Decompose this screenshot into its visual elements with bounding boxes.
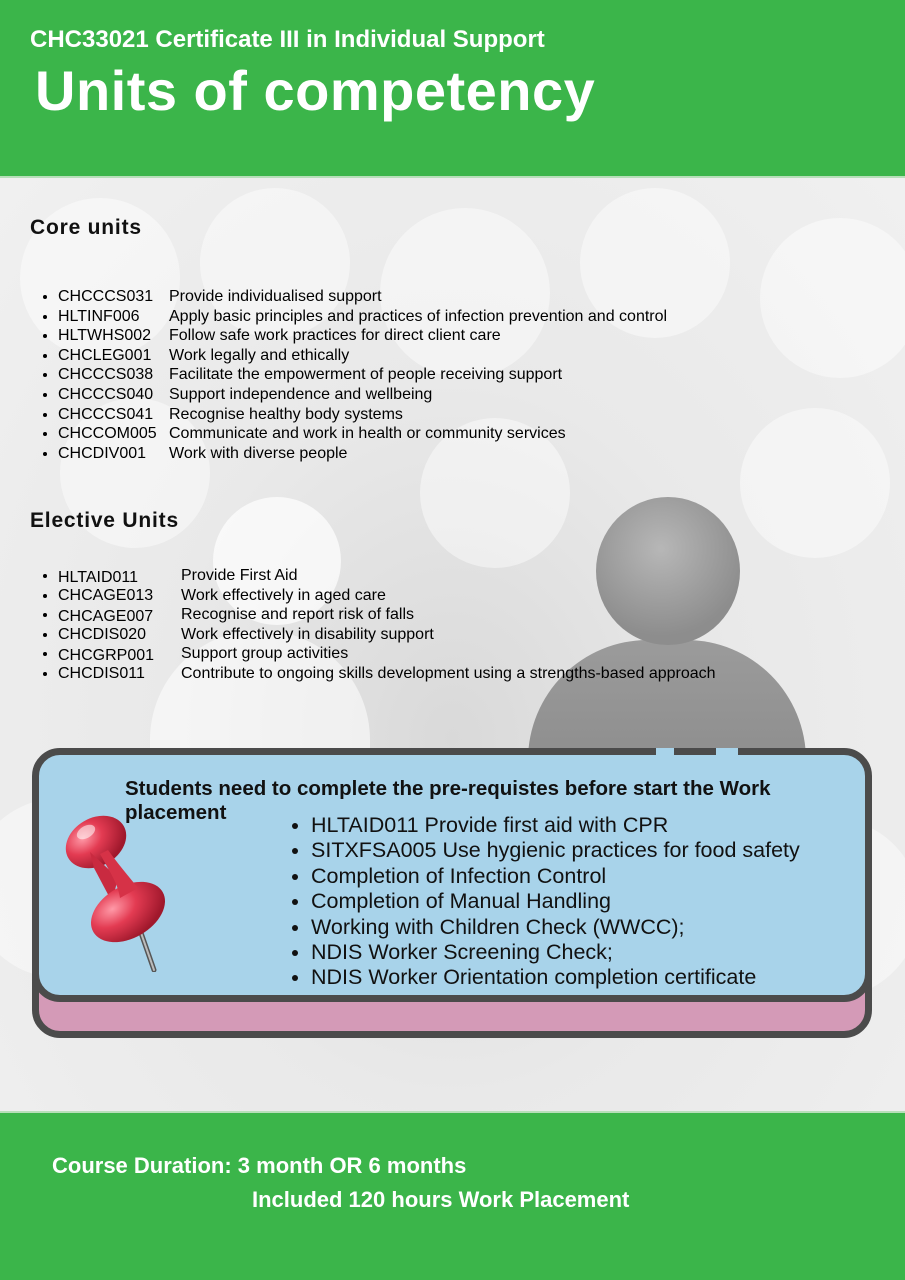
work-placement-hours: Included 120 hours Work Placement xyxy=(252,1187,630,1212)
list-item: • NDIS Worker Screening Check; xyxy=(311,940,800,965)
course-duration: Course Duration: 3 month OR 6 months xyxy=(52,1153,467,1178)
list-item: • CHCCCS031 Provide individualised support xyxy=(58,287,667,307)
course-subtitle: CHC33021 Certificate III in Individual Support xyxy=(30,26,545,53)
core-units-list xyxy=(30,287,667,463)
list-item: • CHCCOM005 Communicate and work in health or community services xyxy=(58,424,667,444)
elective-units-list xyxy=(30,566,716,684)
list-item: • CHCAGE013 Work effectively in aged care xyxy=(58,586,716,606)
core-units-heading: Core units xyxy=(30,216,142,239)
list-item: • HLTINF006 Apply basic principles and practices of infection prevention and control xyxy=(58,307,667,327)
pushpin-icon xyxy=(60,812,180,972)
list-item: • CHCCCS041 Recognise healthy body systems xyxy=(58,405,667,425)
list-item: • CHCDIV001 Work with diverse people xyxy=(58,444,667,464)
list-item: • HLTAID011 Provide First Aid xyxy=(58,566,716,586)
page-title: Units of competency xyxy=(35,59,596,122)
header-banner xyxy=(0,0,905,176)
card-border-gap xyxy=(716,748,738,756)
list-item: • HLTWHS002 Follow safe work practices for direct client care xyxy=(58,326,667,346)
list-item: • NDIS Worker Orientation completion certificate xyxy=(311,965,800,990)
list-item: • Completion of Infection Control xyxy=(311,864,800,889)
list-item: • CHCCCS038 Facilitate the empowerment of people receiving support xyxy=(58,365,667,385)
prerequisites-heading: Students need to complete the pre-requistes before start the Work placement xyxy=(125,777,771,824)
list-item: • CHCCCS040 Support independence and wellbeing xyxy=(58,385,667,405)
elective-units-heading: Elective Units xyxy=(30,509,179,532)
list-item: • CHCDIS011 Contribute to ongoing skills development using a strengths-based approach xyxy=(58,664,716,684)
list-item: • CHCGRP001 Support group activities xyxy=(58,644,716,664)
list-item: • SITXFSA005 Use hygienic practices for food safety xyxy=(311,838,800,863)
list-item: • Working with Children Check (WWCC); xyxy=(311,915,800,940)
list-item: • CHCLEG001 Work legally and ethically xyxy=(58,346,667,366)
list-item: • CHCDIS020 Work effectively in disability support xyxy=(58,625,716,645)
list-item: • CHCAGE007 Recognise and report risk of falls xyxy=(58,605,716,625)
card-border-gap xyxy=(656,748,674,756)
prerequisites-list xyxy=(289,813,800,991)
list-item: • Completion of Manual Handling xyxy=(311,889,800,914)
list-item: • HLTAID011 Provide first aid with CPR xyxy=(311,813,800,838)
footer-banner xyxy=(0,1113,905,1280)
